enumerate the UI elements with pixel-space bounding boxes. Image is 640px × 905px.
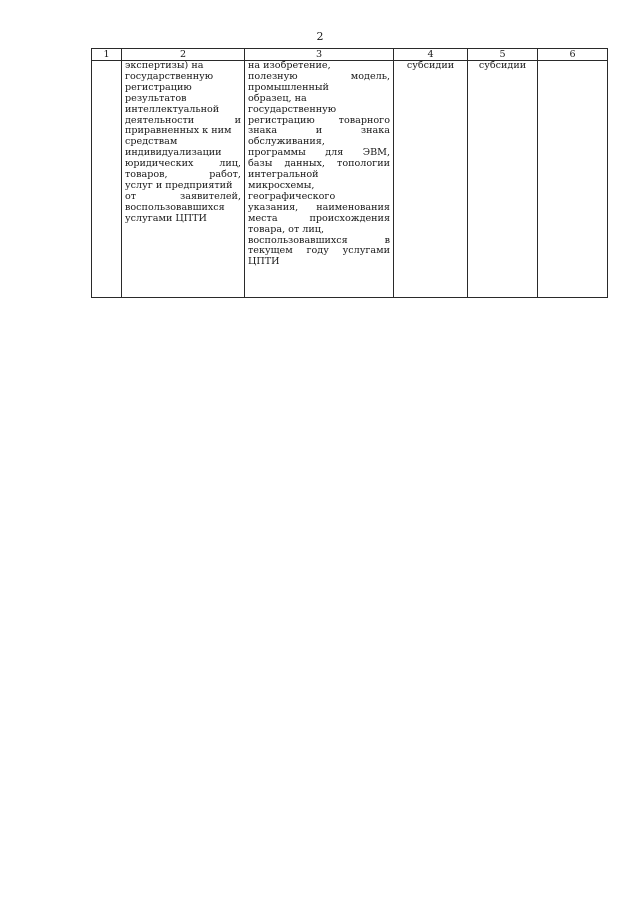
text-line: обслуживания, [248,136,325,148]
text-line: деятельности и [125,114,241,126]
header-col-5: 5 [468,49,538,61]
text-line: образец, на [248,92,307,104]
table-header-row [92,49,608,61]
text-line: товара, от лиц, [248,223,325,235]
text-line: программы для ЭВМ, [248,147,390,159]
text-line: микросхемы, [248,179,315,191]
text-line: услуг и предприятий [125,179,233,191]
text-line: экспертизы) на [125,60,204,71]
document-table [91,48,608,298]
cell-col-2-text [125,61,241,225]
text-line: государственную [248,103,337,115]
header-col-1: 1 [92,49,122,61]
text-line: воспользовавшихся в [248,234,390,246]
text-line: воспользовавшихся [125,201,225,213]
text-line: индивидуализации [125,147,222,159]
text-line: государственную [125,70,214,82]
text-line: интегральной [248,169,319,181]
text-line: ЦПТИ [248,256,280,268]
page-number: 2 [316,30,324,43]
header-col-3: 3 [245,49,394,61]
text-line: знака и знака [248,125,390,137]
text-line: юридических лиц, [125,158,241,170]
cell-col-4: субсидии [394,61,468,298]
text-line: регистрацию товарного [248,114,390,126]
header-col-2: 2 [122,49,245,61]
text-line: места происхождения [248,212,390,224]
text-line: товаров, работ, [125,169,241,181]
text-line: приравненных к ним [125,125,232,137]
text-line: регистрацию [125,81,192,93]
text-line: географического [248,190,336,202]
header-col-4: 4 [394,49,468,61]
cell-col-2 [122,61,245,298]
cell-col-6 [538,61,608,298]
text-line: от заявителей, [125,190,241,202]
cell-col-3-text [248,61,390,268]
table-row [92,61,608,298]
cell-col-1 [92,61,122,298]
text-line: промышленный [248,81,329,93]
cell-col-3 [245,61,394,298]
header-col-6: 6 [538,49,608,61]
cell-col-5: субсидии [468,61,538,298]
text-line: средствам [125,136,178,148]
text-line: полезную модель, [248,70,390,82]
text-line: текущем году услугами [248,245,390,257]
text-line: указания, наименования [248,201,390,213]
text-line: базы данных, топологии [248,158,390,170]
text-line: результатов [125,92,187,104]
text-line: услугами ЦПТИ [125,212,207,224]
text-line: интеллектуальной [125,103,220,115]
text-line: на изобретение, [248,60,331,71]
